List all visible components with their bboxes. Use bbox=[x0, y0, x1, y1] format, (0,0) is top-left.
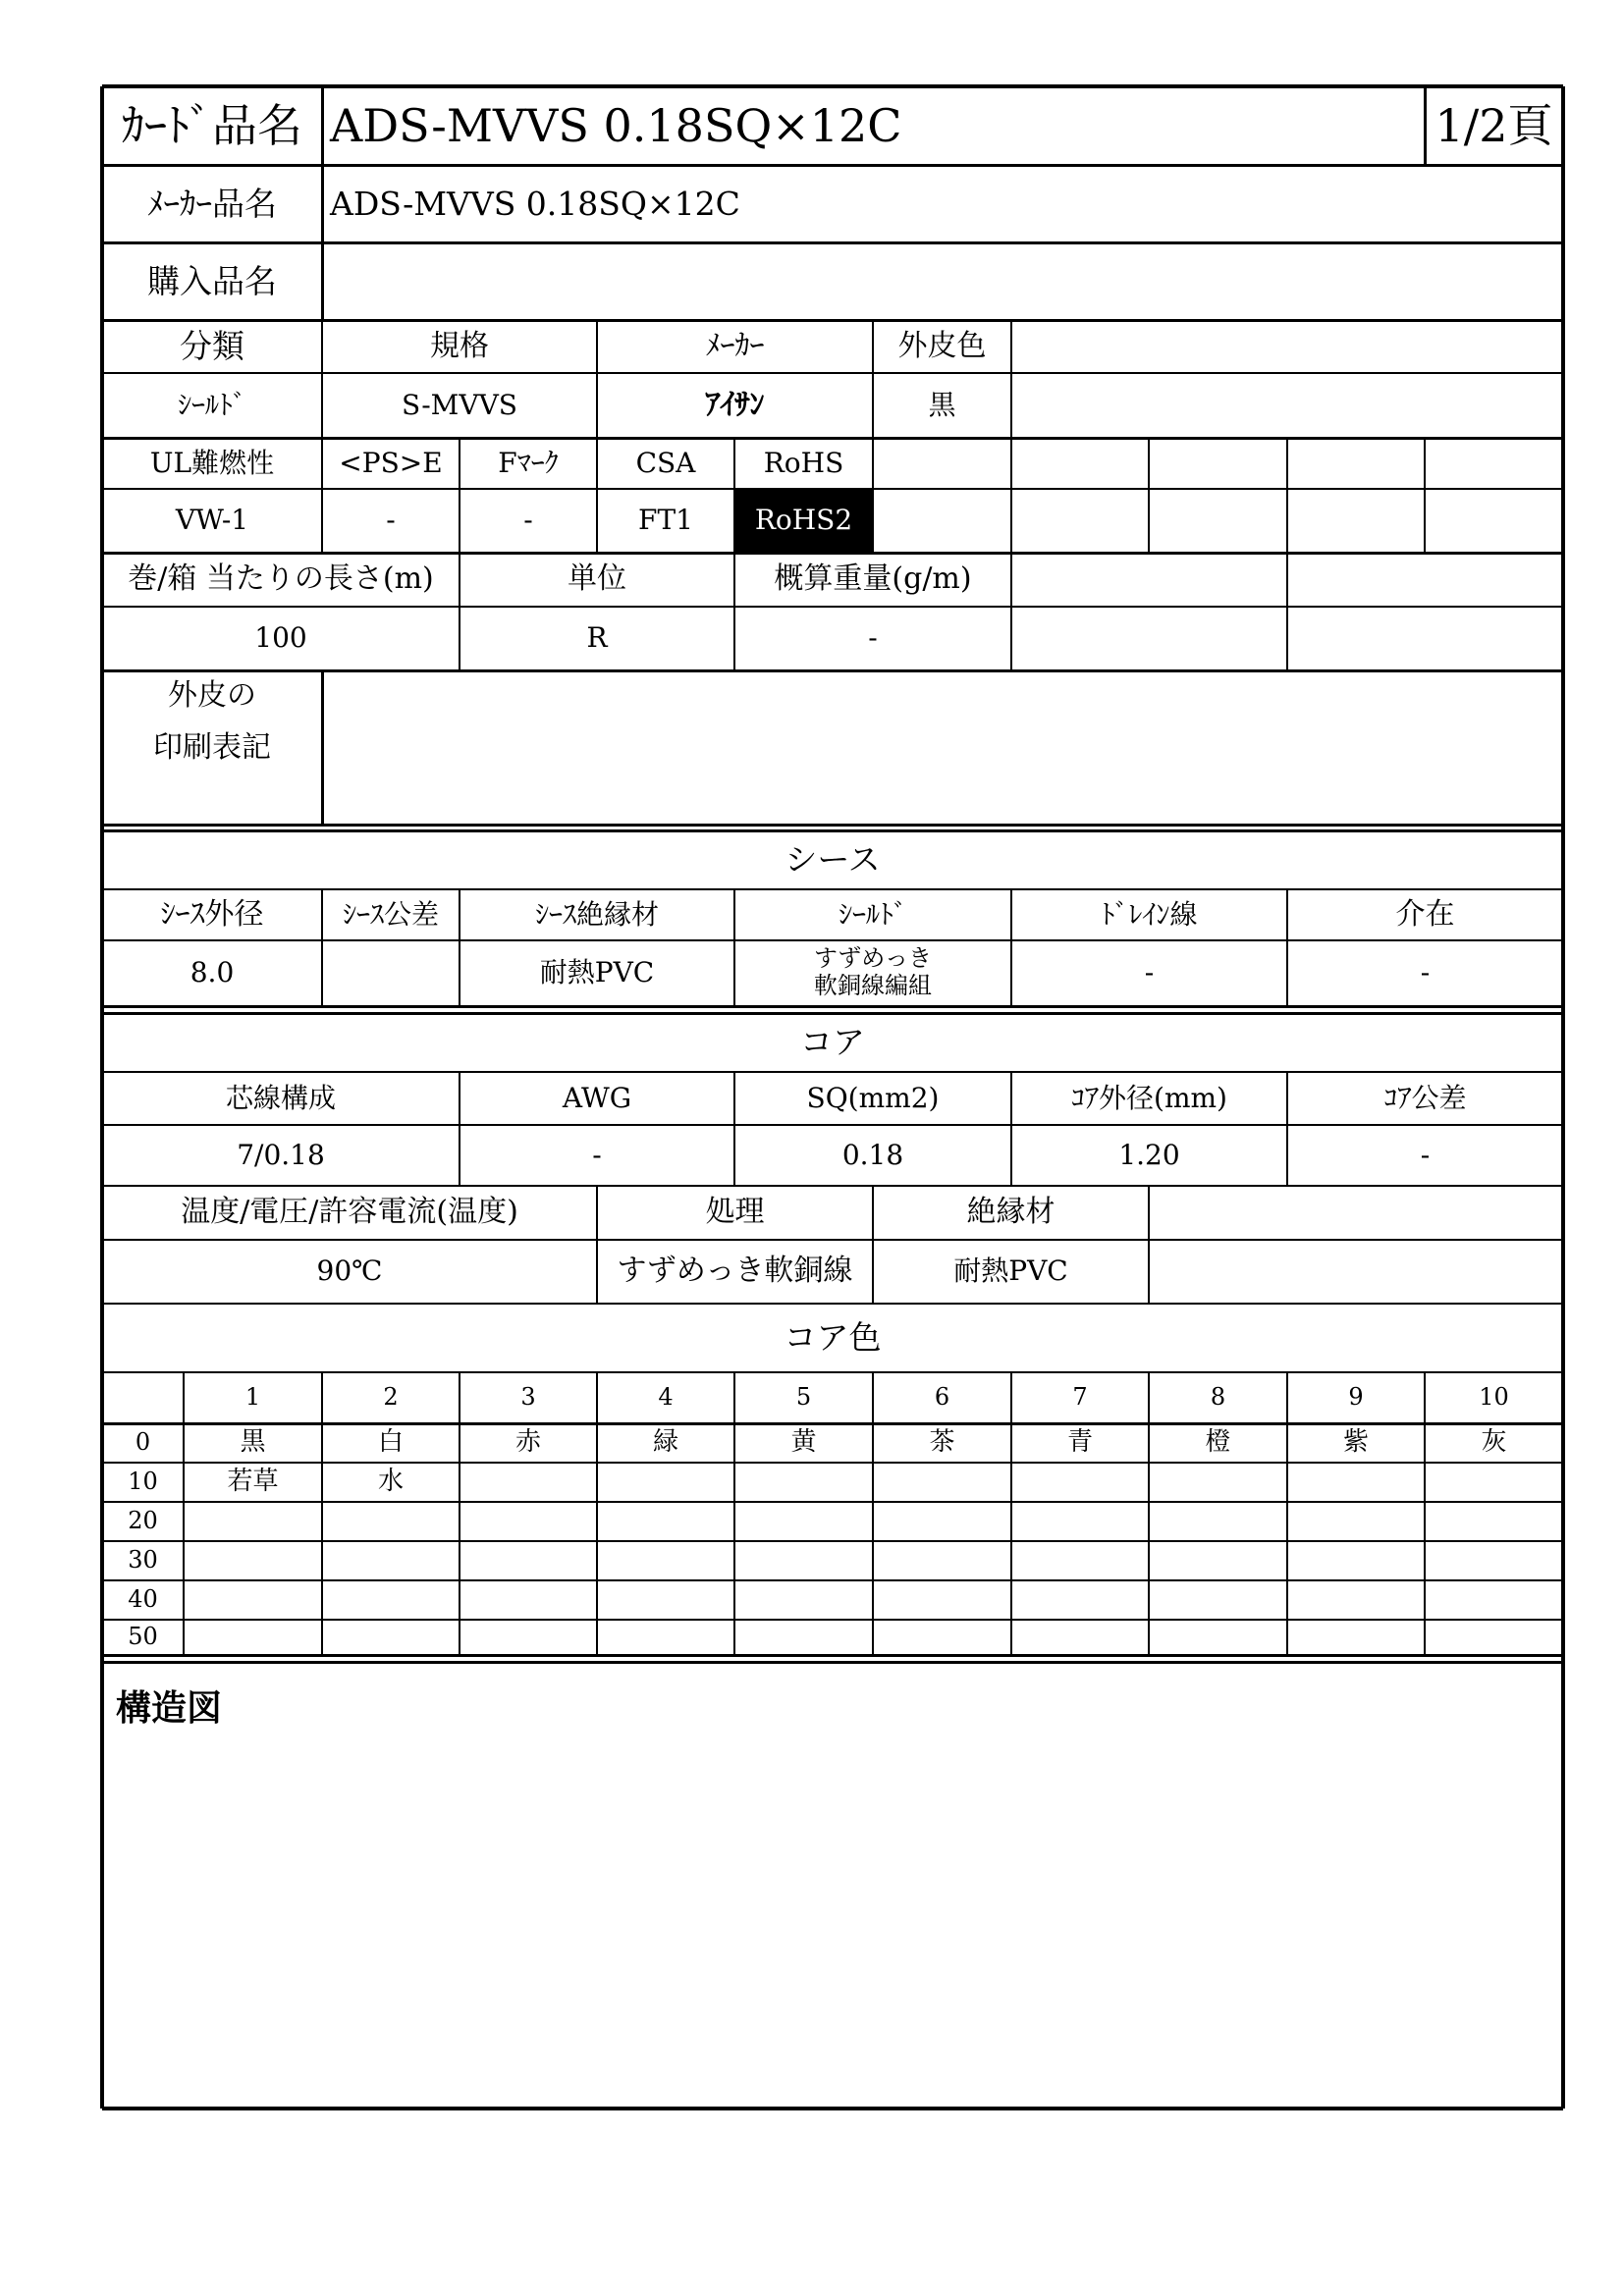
core-color-cell bbox=[1011, 1620, 1149, 1655]
sheath-value-0: 8.0 bbox=[189, 955, 235, 988]
core-color-cell bbox=[184, 1620, 322, 1655]
core-color-cell bbox=[460, 1620, 597, 1655]
standard-header-6 bbox=[1011, 438, 1149, 489]
grid-line bbox=[1010, 553, 1012, 670]
core-color-cell: 白 bbox=[377, 1427, 404, 1458]
core-color-col-4: 5 bbox=[795, 1383, 812, 1412]
grid-line bbox=[1148, 1186, 1150, 1304]
classification-header-0: 分類 bbox=[180, 327, 244, 366]
core-value-0: 7/0.18 bbox=[237, 1138, 325, 1171]
grid-line bbox=[1286, 1372, 1288, 1655]
core2-value-1: すずめっき軟銅線 bbox=[617, 1254, 853, 1289]
sheath-value-4: - bbox=[1144, 955, 1155, 988]
grid-line bbox=[1148, 1372, 1150, 1655]
grid-line bbox=[1424, 86, 1427, 165]
core2-value-3 bbox=[1149, 1240, 1563, 1304]
grid-line bbox=[102, 1071, 1563, 1073]
core-color-cell bbox=[873, 1580, 1011, 1620]
sheath-header-0: ｼｰｽ外径 bbox=[160, 896, 264, 932]
core-color-col-6: 7 bbox=[1072, 1383, 1088, 1412]
core-color-col-5: 6 bbox=[934, 1383, 950, 1412]
classification-header-1: 規格 bbox=[430, 328, 489, 363]
core-color-cell bbox=[597, 1502, 734, 1541]
grid-line bbox=[733, 889, 735, 1006]
core-color-cell bbox=[1425, 1463, 1563, 1502]
standard-value-0: VW-1 bbox=[175, 504, 249, 537]
core-color-cell bbox=[734, 1502, 873, 1541]
classification-header-4 bbox=[1011, 320, 1563, 373]
core-color-col-7: 8 bbox=[1210, 1383, 1226, 1412]
grid-line bbox=[102, 1239, 1563, 1241]
standard-value-4: RoHS2 bbox=[734, 489, 873, 553]
grid-line bbox=[733, 438, 735, 553]
grid-line bbox=[1286, 1072, 1288, 1186]
core-color-row-label: 50 bbox=[128, 1623, 158, 1651]
core-color-col-9: 10 bbox=[1479, 1383, 1509, 1412]
standard-header-4: RoHS bbox=[763, 446, 844, 479]
core-color-col-0: 1 bbox=[244, 1383, 261, 1412]
core-color-cell bbox=[460, 1463, 597, 1502]
classification-header-2: ﾒｰｶｰ bbox=[705, 328, 765, 363]
core-color-cell bbox=[1149, 1463, 1287, 1502]
standard-header-8 bbox=[1287, 438, 1425, 489]
sheath-header-2: ｼｰｽ絶縁材 bbox=[534, 897, 659, 931]
core-color-cell bbox=[184, 1541, 322, 1580]
standard-header-1: <PS>E bbox=[339, 446, 443, 479]
core-color-col-8: 9 bbox=[1348, 1383, 1364, 1412]
grid-line bbox=[459, 1072, 460, 1186]
core-color-cell bbox=[597, 1541, 734, 1580]
core-header-3: ｺｱ外径(mm) bbox=[1071, 1081, 1227, 1114]
grid-line bbox=[733, 1072, 735, 1186]
core-color-cell bbox=[1149, 1541, 1287, 1580]
core-color-cell bbox=[873, 1541, 1011, 1580]
grid-line bbox=[102, 606, 1563, 608]
page-number: 1/2頁 bbox=[1435, 98, 1553, 152]
core-color-cell bbox=[1149, 1502, 1287, 1541]
grid-line bbox=[321, 889, 323, 1006]
core-color-col-3: 4 bbox=[658, 1383, 674, 1412]
classification-value-1: S-MVVS bbox=[402, 388, 517, 421]
print-label-line2: 印刷表記 bbox=[153, 730, 271, 766]
grid-line bbox=[596, 438, 598, 553]
core-color-cell bbox=[1149, 1620, 1287, 1655]
grid-line bbox=[596, 1372, 598, 1655]
standard-value-1: - bbox=[386, 504, 396, 537]
core-color-row-label: 30 bbox=[128, 1546, 158, 1575]
core2-header-2: 絶縁材 bbox=[966, 1195, 1056, 1230]
grid-line bbox=[459, 438, 460, 553]
core-color-cell bbox=[1425, 1620, 1563, 1655]
core-color-row-label: 20 bbox=[128, 1507, 158, 1535]
core-value-2: 0.18 bbox=[841, 1138, 904, 1171]
classification-value-2: ｱｲｻﾝ bbox=[705, 387, 765, 422]
core-color-cell bbox=[1011, 1502, 1149, 1541]
grid-line bbox=[321, 86, 324, 320]
sheath-header-1: ｼｰｽ公差 bbox=[342, 897, 439, 931]
standard-header-2: Fﾏｰｸ bbox=[498, 446, 559, 479]
grid-line bbox=[596, 1186, 598, 1304]
grid-line bbox=[102, 1185, 1563, 1187]
grid-line bbox=[102, 1124, 1563, 1126]
core-color-cell bbox=[322, 1541, 460, 1580]
length-header-0: 巻/箱 当たりの長さ(m) bbox=[128, 561, 434, 597]
standard-value-9 bbox=[1425, 489, 1563, 553]
core-color-cell bbox=[734, 1463, 873, 1502]
core-color-cell bbox=[873, 1463, 1011, 1502]
core2-header-0: 温度/電圧/許容電流(温度) bbox=[181, 1195, 518, 1230]
classification-value-0: ｼｰﾙﾄﾞ bbox=[177, 388, 246, 421]
core-color-cell: 橙 bbox=[1205, 1427, 1231, 1458]
core2-header-3 bbox=[1149, 1186, 1563, 1240]
sheath-header-3: ｼｰﾙﾄﾞ bbox=[838, 897, 907, 931]
core-header-0: 芯線構成 bbox=[225, 1081, 336, 1114]
core-header-1: AWG bbox=[562, 1081, 632, 1114]
core-color-col-2: 3 bbox=[520, 1383, 536, 1412]
grid-line bbox=[1424, 1372, 1426, 1655]
length-value-2: - bbox=[868, 621, 878, 655]
core-value-4: - bbox=[1420, 1138, 1431, 1171]
core-color-cell bbox=[597, 1620, 734, 1655]
core-color-cell bbox=[1287, 1502, 1425, 1541]
core-color-cell bbox=[597, 1463, 734, 1502]
card-name-label: ｶｰﾄﾞ品名 bbox=[122, 98, 302, 152]
core-color-cell bbox=[460, 1502, 597, 1541]
core-color-cell bbox=[322, 1580, 460, 1620]
grid-line bbox=[321, 670, 324, 825]
core-color-row-label: 40 bbox=[128, 1585, 158, 1614]
length-header-4 bbox=[1287, 553, 1563, 607]
core-color-cell bbox=[734, 1580, 873, 1620]
sheath-value-1 bbox=[322, 940, 460, 1005]
core-color-cell bbox=[184, 1502, 322, 1541]
grid-line bbox=[1561, 86, 1565, 2109]
grid-line bbox=[1010, 889, 1012, 1006]
grid-line bbox=[459, 553, 460, 670]
standard-value-2: - bbox=[523, 504, 533, 537]
core2-header-1: 処理 bbox=[705, 1195, 765, 1230]
grid-line bbox=[1424, 438, 1426, 553]
classification-value-3: 黒 bbox=[928, 388, 956, 421]
length-value-3 bbox=[1011, 607, 1287, 670]
core2-value-0: 90℃ bbox=[316, 1255, 383, 1288]
sheath-value-line: すずめっき bbox=[814, 944, 932, 973]
core-value-1: - bbox=[592, 1138, 602, 1171]
core-header-4: ｺｱ公差 bbox=[1383, 1081, 1467, 1114]
grid-line bbox=[102, 1012, 1563, 1015]
purchase-name-label: 購入品名 bbox=[147, 261, 277, 300]
core-color-cell bbox=[873, 1620, 1011, 1655]
core-value-3: 1.20 bbox=[1118, 1138, 1180, 1171]
classification-value-4 bbox=[1011, 373, 1563, 438]
core-color-cell bbox=[734, 1541, 873, 1580]
grid-line bbox=[872, 320, 874, 438]
core-title: コア bbox=[800, 1023, 865, 1062]
core-color-cell bbox=[1149, 1580, 1287, 1620]
grid-line bbox=[872, 438, 874, 553]
purchase-name-value bbox=[322, 242, 1571, 320]
grid-line bbox=[1286, 438, 1288, 553]
core-color-col-1: 2 bbox=[383, 1383, 399, 1412]
core-color-cell: 水 bbox=[377, 1467, 404, 1497]
core-color-cell: 黒 bbox=[240, 1427, 266, 1458]
length-header-3 bbox=[1011, 553, 1287, 607]
core-color-cell: 灰 bbox=[1481, 1427, 1507, 1458]
core-color-cell: 緑 bbox=[652, 1427, 678, 1458]
grid-line bbox=[1286, 553, 1288, 670]
grid-line bbox=[1010, 438, 1012, 553]
core-color-cell bbox=[1425, 1541, 1563, 1580]
length-value-4 bbox=[1287, 607, 1563, 670]
sheath-value-2: 耐熱PVC bbox=[539, 955, 655, 988]
standard-header-0: UL難燃性 bbox=[149, 446, 275, 479]
core-color-cell bbox=[460, 1580, 597, 1620]
grid-line bbox=[459, 889, 460, 1006]
standard-header-9 bbox=[1425, 438, 1563, 489]
core-color-cell bbox=[1287, 1541, 1425, 1580]
core-color-cell bbox=[460, 1541, 597, 1580]
core-color-cell bbox=[1011, 1463, 1149, 1502]
standard-header-7 bbox=[1149, 438, 1287, 489]
grid-line bbox=[1286, 889, 1288, 1006]
grid-line bbox=[1010, 1372, 1012, 1655]
core-color-cell bbox=[322, 1502, 460, 1541]
standard-header-5 bbox=[873, 438, 1011, 489]
core-color-cell bbox=[1287, 1620, 1425, 1655]
length-value-1: R bbox=[586, 621, 608, 655]
core-color-cell: 黄 bbox=[790, 1427, 817, 1458]
standard-header-3: CSA bbox=[635, 446, 696, 479]
core-color-cell: 紫 bbox=[1342, 1427, 1369, 1458]
core-color-cell bbox=[184, 1580, 322, 1620]
grid-line bbox=[733, 1372, 735, 1655]
length-value-0: 100 bbox=[254, 621, 307, 655]
grid-line bbox=[102, 1661, 1563, 1664]
core-color-cell: 若草 bbox=[227, 1467, 279, 1497]
core-color-cell bbox=[1287, 1580, 1425, 1620]
maker-name-value: ADS-MVVS 0.18SQ×12C bbox=[330, 184, 740, 223]
sheath-value-5: - bbox=[1420, 955, 1431, 988]
print-label-line1: 外皮の bbox=[168, 677, 256, 713]
core-color-cell bbox=[1287, 1463, 1425, 1502]
core2-value-2: 耐熱PVC bbox=[953, 1255, 1068, 1288]
standard-value-3: FT1 bbox=[638, 504, 693, 537]
core-color-cell bbox=[1425, 1580, 1563, 1620]
grid-line bbox=[459, 1372, 460, 1655]
grid-line bbox=[596, 320, 598, 438]
length-header-1: 単位 bbox=[568, 561, 626, 597]
core-header-2: SQ(mm2) bbox=[806, 1081, 940, 1114]
structure-diagram-label: 構造図 bbox=[116, 1688, 223, 1729]
standard-value-5 bbox=[873, 489, 1011, 553]
core-color-cell bbox=[322, 1620, 460, 1655]
core-color-cell: 茶 bbox=[929, 1427, 955, 1458]
grid-line bbox=[321, 438, 323, 553]
standard-value-6 bbox=[1011, 489, 1149, 553]
core-color-cell: 赤 bbox=[514, 1427, 541, 1458]
classification-header-3: 外皮色 bbox=[897, 328, 987, 363]
grid-line bbox=[1010, 1072, 1012, 1186]
sheath-value-3 bbox=[734, 940, 1011, 1005]
card-name-value: ADS-MVVS 0.18SQ×12C bbox=[330, 98, 902, 152]
core-color-cell bbox=[873, 1502, 1011, 1541]
print-value bbox=[322, 670, 1571, 822]
standard-value-8 bbox=[1287, 489, 1425, 553]
core-color-cell: 青 bbox=[1066, 1427, 1093, 1458]
grid-line bbox=[102, 1303, 1563, 1305]
core-color-cell bbox=[1425, 1502, 1563, 1541]
grid-line bbox=[100, 86, 104, 2109]
grid-line bbox=[872, 1186, 874, 1304]
sheath-title: シース bbox=[785, 840, 881, 880]
core-color-title: コア色 bbox=[784, 1318, 882, 1358]
maker-name-label: ﾒｰｶｰ品名 bbox=[147, 184, 277, 223]
grid-line bbox=[183, 1372, 185, 1655]
grid-line bbox=[872, 1372, 874, 1655]
core-color-cell bbox=[597, 1580, 734, 1620]
core-color-cell bbox=[1011, 1541, 1149, 1580]
grid-line bbox=[1010, 320, 1012, 438]
sheath-value-line: 軟銅線編組 bbox=[814, 972, 932, 999]
grid-line bbox=[102, 829, 1563, 832]
sheath-header-4: ﾄﾞﾚｲﾝ線 bbox=[1101, 897, 1198, 931]
core-color-row-label: 0 bbox=[135, 1428, 151, 1457]
grid-line bbox=[733, 553, 735, 670]
core-color-cell bbox=[734, 1620, 873, 1655]
standard-value-7 bbox=[1149, 489, 1287, 553]
grid-line bbox=[321, 1372, 323, 1655]
core-color-cell bbox=[1011, 1580, 1149, 1620]
grid-line bbox=[321, 320, 323, 438]
core-color-row-label: 10 bbox=[128, 1468, 158, 1496]
length-header-2: 概算重量(g/m) bbox=[774, 561, 972, 597]
grid-line bbox=[102, 2107, 1563, 2110]
sheath-header-5: 介在 bbox=[1395, 896, 1455, 932]
grid-line bbox=[1148, 438, 1150, 553]
